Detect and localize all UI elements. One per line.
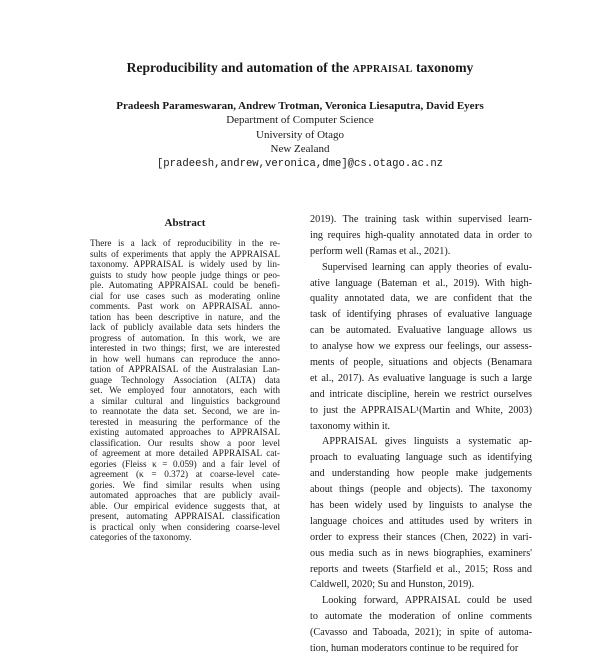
text-line: gories. We find similar results when using — [90, 479, 280, 490]
text-line: perform well (Ramas et al., 2021). — [310, 245, 451, 257]
text-line: can be automated. Evaluative language allows us — [310, 325, 532, 337]
text-line: ments of people, situations and objects (Benamara — [310, 357, 532, 369]
title-prefix: Reproducibility and automation of the — [126, 60, 353, 75]
text-line: a similar cultural and linguistics background — [90, 395, 280, 406]
text-line: (Cavasso and Taboada, 2021); in spite of automa- — [310, 627, 532, 639]
text-line: 2019). The training task within supervised learn- — [310, 214, 532, 225]
text-line: comments. Past work on APPRAISAL anno- — [90, 301, 280, 311]
text-line: tation has been descriptive in nature, and the — [90, 311, 280, 322]
paper-title — [0, 60, 600, 76]
intro-body — [310, 212, 532, 657]
text-line: guists to study how people judge things or peo- — [90, 269, 280, 280]
author-emails: [pradeesh,andrew,veronica,dme]@cs.otago.ac.nz — [156, 158, 444, 170]
text-line: language choices and attitudes used by writers in — [310, 515, 532, 527]
text-line: guage Technology Association (ALTA) data — [90, 374, 280, 385]
text-line: ous media such as in news biographies, examiners' — [310, 547, 532, 559]
text-line: et al., 2017). As evaluative language is such a large — [310, 372, 532, 384]
text-line: cial for use cases such as moderating online — [90, 290, 280, 301]
text-line: interested in two things; first, we are interested — [90, 343, 280, 353]
text-line: automated approaches that are publicly avail- — [90, 490, 280, 500]
text-line: ing requires high-quality annotated data in order to — [310, 229, 532, 241]
text-line: tation of APPRAISAL of the Australasian Lan- — [90, 364, 280, 374]
abstract-heading: Abstract — [164, 217, 206, 229]
text-line: lack of publicly available data sets hinders the — [90, 322, 280, 332]
text-line: present, automating APPRAISAL classification — [90, 511, 280, 521]
affiliation-university: University of Otago — [256, 129, 344, 141]
text-line: ple. Automating APPRAISAL could be benefi- — [90, 280, 280, 290]
text-line: existing automated approaches to APPRAISAL — [90, 427, 280, 437]
text-line: classification. Our results show a poor level — [90, 437, 280, 448]
text-line: APPRAISAL gives linguists a systematic ap- — [322, 436, 532, 448]
text-line: There is a lack of reproducibility in the re- — [90, 238, 280, 248]
authors: Pradeesh Parameswaran, Andrew Trotman, Veronica Liesaputra, David Eyers — [116, 100, 484, 112]
text-line: taxonomy within it. — [310, 420, 391, 432]
text-line: proach to evaluating language such as identifying — [310, 452, 532, 464]
text-line: egories (Fleiss κ = 0.059) and a fair level of — [90, 458, 280, 469]
text-line: about things (people and objects). The taxonomy — [310, 484, 532, 496]
text-line: is practical only when considering coarse-level — [90, 521, 280, 532]
text-line: has been widely used by linguists to analyse the — [310, 500, 532, 512]
text-line: quality annotated data, we are confident that the — [310, 293, 532, 305]
text-line: ative language (Bateman et al., 2019). With high- — [310, 277, 532, 289]
text-line: Caldwell, 2020; Su and Hunston, 2019). — [310, 579, 475, 591]
text-line: taxonomy. APPRAISAL is widely used by lin- — [90, 259, 280, 269]
text-line: order to express their stances (Chen, 2022) in vari- — [310, 531, 532, 543]
text-line: reports and tweets (Starfield et al., 2015; Ross and — [310, 563, 532, 575]
text-line: progress of automation. In this work, we are — [90, 332, 280, 343]
text-line: to reannotate the data set. Second, we are in- — [90, 406, 280, 416]
text-line: able. Our empirical evidence suggests that, at — [90, 500, 280, 511]
text-line: terested in measuring the performance of the — [90, 416, 280, 427]
text-line: of agreement at more detailed APPRAISAL cat- — [90, 448, 280, 458]
abstract-body — [90, 238, 280, 543]
text-line: in how well humans can reproduce the anno- — [90, 353, 280, 364]
title-suffix: taxonomy — [412, 60, 474, 75]
text-line: set. We employed four annotators, each with — [90, 385, 280, 395]
text-line: tion, human moderators continue to be required for — [310, 643, 519, 655]
text-line: task of identifying phrases of evaluative language — [310, 309, 532, 321]
text-line: sults of experiments that apply the APPRAISAL — [90, 248, 280, 259]
title-smallcaps: appraisal — [352, 60, 413, 75]
text-line: and intricate discipline, herein we restrict ourselves — [310, 388, 532, 400]
text-line: categories of the taxonomy. — [90, 532, 192, 542]
text-line: to just the APPRAISAL¹(Martin and White, 2003) — [310, 404, 532, 416]
text-line: to analyse how we express our feelings, our assess- — [310, 341, 532, 353]
text-line: Supervised learning can apply theories of evalu- — [322, 261, 532, 273]
text-line: agreement (κ = 0.372) at coarse-level cate- — [90, 469, 280, 479]
affiliation-department: Department of Computer Science — [226, 114, 374, 126]
text-line: Looking forward, APPRAISAL could be used — [322, 595, 532, 607]
affiliation-country: New Zealand — [270, 143, 330, 155]
text-line: to automate the moderation of online comments — [310, 611, 532, 623]
text-line: and understanding how people make judgements — [310, 468, 532, 480]
